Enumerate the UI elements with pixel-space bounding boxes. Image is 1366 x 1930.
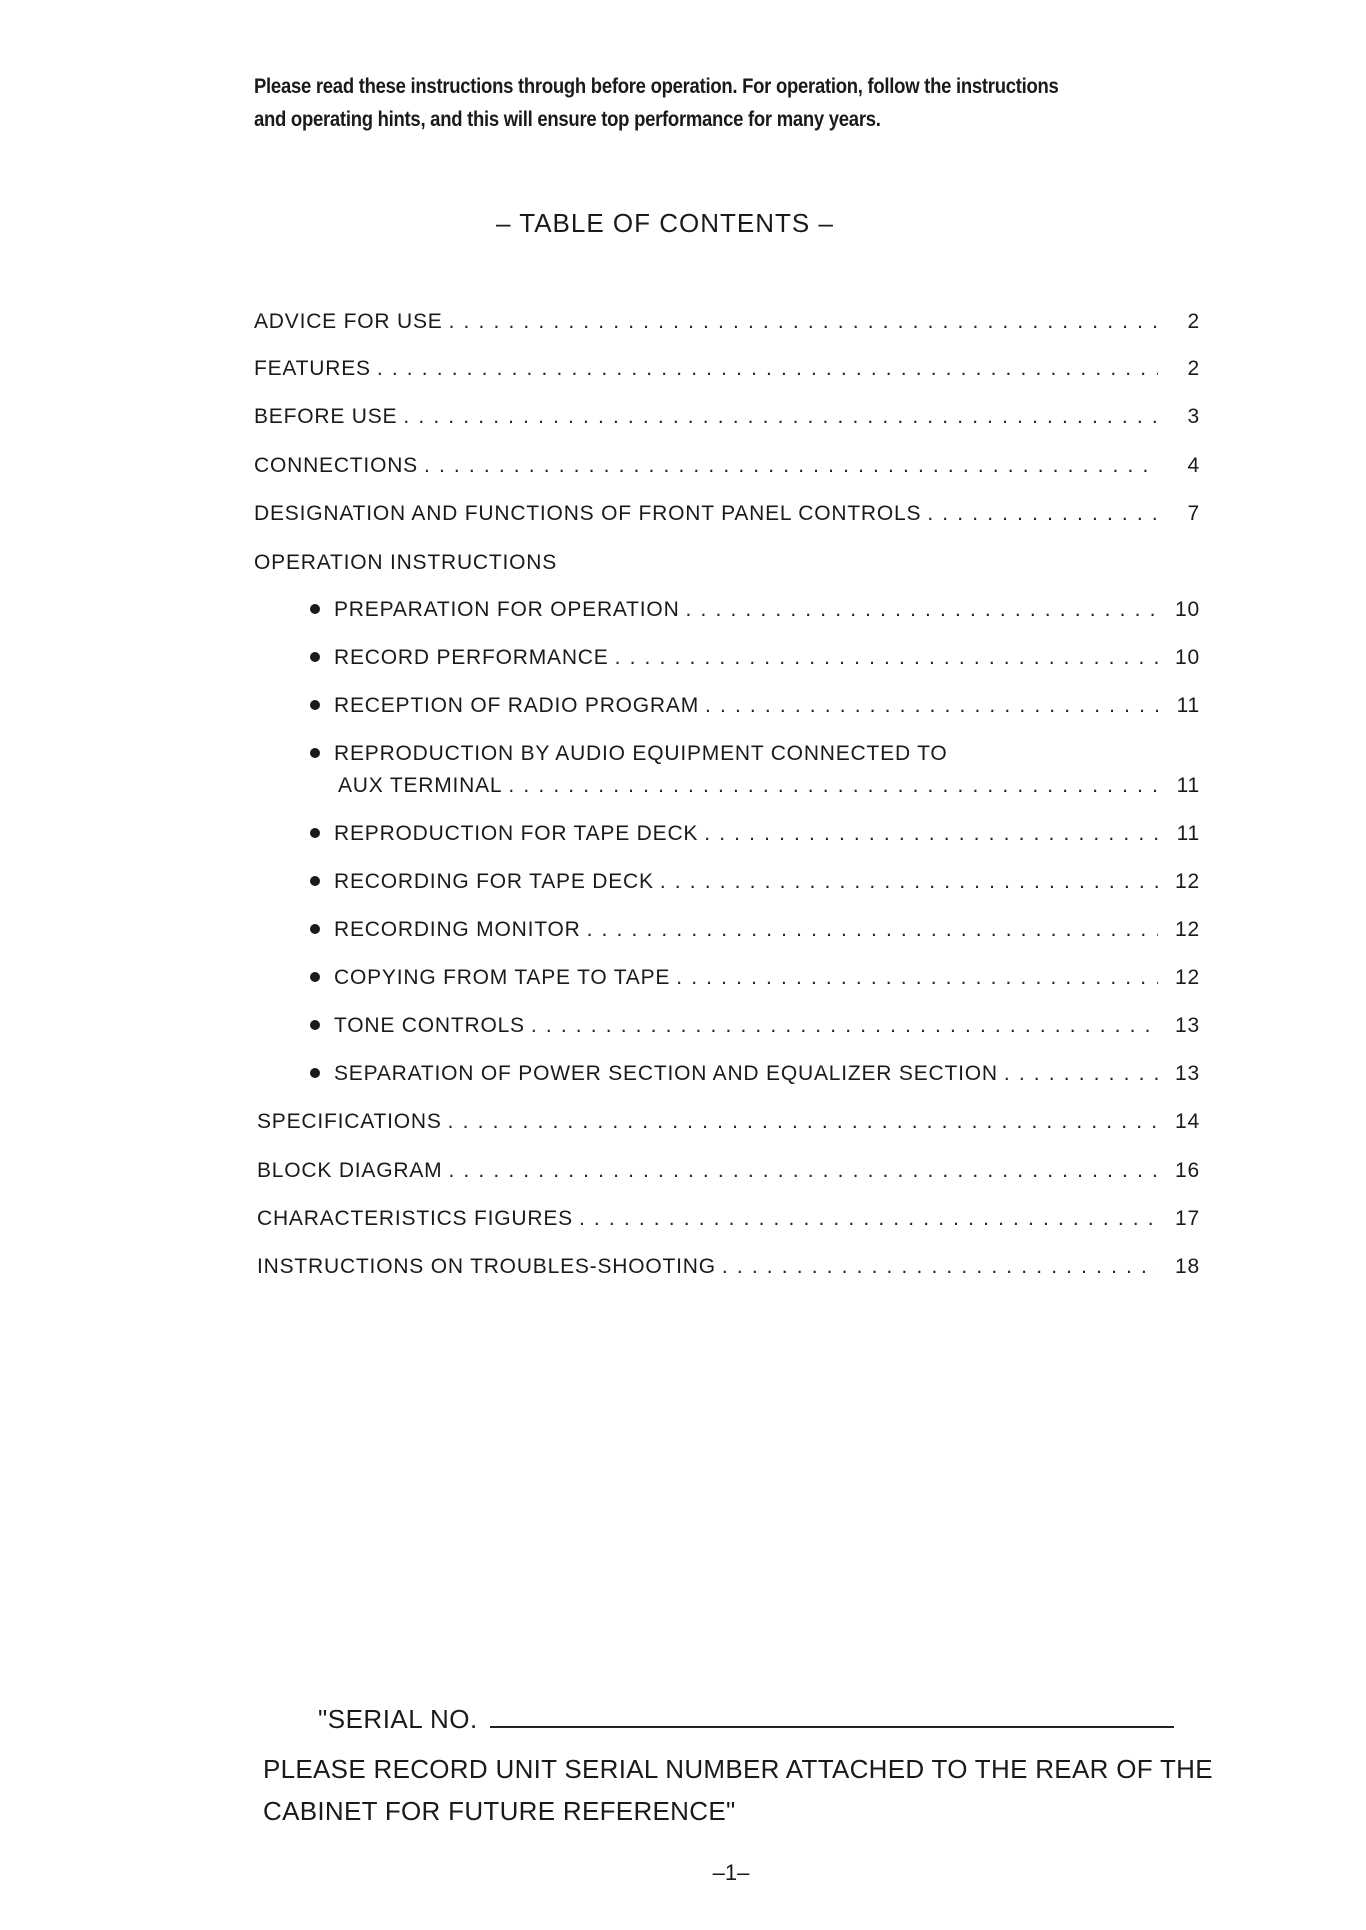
toc-entry-page: 2 (1187, 357, 1200, 380)
toc-entry-label: BEFORE USE (254, 405, 398, 428)
leader-dots (448, 1159, 1158, 1183)
bullet-icon (310, 652, 320, 662)
toc-subentry-page: 13 (1175, 1014, 1200, 1037)
leader-dots (579, 1207, 1158, 1231)
serial-note-line-1: PLEASE RECORD UNIT SERIAL NUMBER ATTACHED TO THE REAR OF THE (263, 1754, 1213, 1784)
toc-entry-page: 14 (1175, 1110, 1200, 1133)
bullet-icon (310, 876, 320, 886)
intro-paragraph (254, 70, 1064, 136)
toc-subentry-label: REPRODUCTION FOR TAPE DECK (310, 822, 698, 846)
bullet-icon (310, 604, 320, 614)
leader-dots (449, 310, 1158, 334)
toc-entry-page: 16 (1175, 1159, 1200, 1182)
bullet-icon (310, 972, 320, 982)
toc-entry-page: 7 (1187, 502, 1200, 525)
toc-entry[interactable] (254, 405, 1200, 435)
toc-subentry-label: COPYING FROM TAPE TO TAPE (310, 966, 670, 990)
intro-line-2: and operating hints, and this will ensure top performance for many years. (254, 108, 881, 131)
toc-subentry[interactable] (310, 598, 1200, 628)
toc-subentry-page: 10 (1175, 646, 1200, 669)
leader-dots (927, 502, 1158, 526)
toc-entry-label: CHARACTERISTICS FIGURES (257, 1207, 573, 1230)
toc-entry[interactable] (257, 1207, 1200, 1237)
leader-dots (686, 598, 1158, 622)
toc-entry-page: 4 (1187, 454, 1200, 477)
toc-title: – TABLE OF CONTENTS – (496, 208, 834, 238)
bullet-icon (310, 828, 320, 838)
toc-subentry-label: RECORDING MONITOR (310, 918, 581, 942)
toc-entry-label: CONNECTIONS (254, 454, 418, 477)
serial-blank-line[interactable] (490, 1706, 1174, 1728)
toc-entry-label: FEATURES (254, 357, 371, 380)
toc-subentry[interactable] (310, 646, 1200, 676)
toc-subentry[interactable] (310, 918, 1200, 948)
leader-dots (660, 870, 1158, 894)
toc-entry-label: DESIGNATION AND FUNCTIONS OF FRONT PANEL CONTROLS (254, 502, 922, 525)
leader-dots (377, 357, 1158, 381)
toc-subentry[interactable] (338, 774, 1200, 804)
toc-entry[interactable] (257, 1159, 1200, 1189)
leader-dots (448, 1110, 1158, 1134)
toc-subentry-page: 12 (1175, 918, 1200, 941)
toc-subentry-page: 10 (1175, 598, 1200, 621)
toc-subentry-label: SEPARATION OF POWER SECTION AND EQUALIZER SECTION (310, 1062, 998, 1086)
leader-dots (615, 646, 1158, 670)
serial-label: "SERIAL NO. (318, 1704, 478, 1734)
toc-entry[interactable] (254, 454, 1200, 484)
toc-subentry-label-line1: REPRODUCTION BY AUDIO EQUIPMENT CONNECTED TO (310, 742, 948, 766)
toc-subentry-label: PREPARATION FOR OPERATION (310, 598, 680, 622)
toc-entry-page: 2 (1187, 310, 1200, 333)
toc-subentry[interactable] (310, 694, 1200, 724)
leader-dots (508, 774, 1158, 798)
intro-line-1: Please read these instructions through before operation. For operation, follow the instructions (254, 75, 1059, 98)
leader-dots (704, 822, 1158, 846)
bullet-icon (310, 1068, 320, 1078)
toc-subentry-label: TONE CONTROLS (310, 1014, 525, 1038)
toc-entry[interactable] (257, 1255, 1200, 1285)
toc-subentry[interactable] (310, 1062, 1200, 1092)
leader-dots (424, 454, 1158, 478)
toc-subentry-page: 11 (1176, 774, 1200, 797)
toc-entry-label: BLOCK DIAGRAM (257, 1159, 443, 1182)
leader-dots (531, 1014, 1158, 1038)
leader-dots (722, 1255, 1158, 1279)
toc-subentry-label: AUX TERMINAL (338, 774, 503, 797)
toc-entry[interactable] (257, 1110, 1200, 1140)
toc-subentry-page: 12 (1175, 966, 1200, 989)
toc-entry[interactable] (254, 502, 1200, 532)
toc-subentry-page: 11 (1176, 822, 1200, 845)
toc-entry[interactable] (254, 310, 1200, 340)
toc-subentry-label: RECEPTION OF RADIO PROGRAM (310, 694, 699, 718)
page-number: –1– (712, 1860, 750, 1885)
toc-entry-page: 17 (1175, 1207, 1200, 1230)
toc-subentry-label: RECORDING FOR TAPE DECK (310, 870, 654, 894)
toc-subentry[interactable] (310, 1014, 1200, 1044)
toc-entry-label: INSTRUCTIONS ON TROUBLES-SHOOTING (257, 1255, 716, 1278)
toc-subentry-page: 13 (1175, 1062, 1200, 1085)
toc-entry-label: SPECIFICATIONS (257, 1110, 442, 1133)
serial-note-line-2: CABINET FOR FUTURE REFERENCE" (263, 1796, 736, 1826)
toc-subentry[interactable] (310, 822, 1200, 852)
leader-dots (1004, 1062, 1158, 1086)
toc-subentry-page: 12 (1175, 870, 1200, 893)
toc-subentry-label: RECORD PERFORMANCE (310, 646, 609, 670)
bullet-icon (310, 748, 320, 758)
bullet-icon (310, 1020, 320, 1030)
bullet-icon (310, 700, 320, 710)
leader-dots (705, 694, 1158, 718)
serial-note (263, 1748, 1243, 1832)
toc-entry-page: 18 (1175, 1255, 1200, 1278)
serial-number-field[interactable] (318, 1704, 1174, 1735)
leader-dots (587, 918, 1158, 942)
toc-subentry[interactable] (310, 966, 1200, 996)
leader-dots (676, 966, 1158, 990)
toc-entry[interactable] (254, 357, 1200, 387)
toc-subentry[interactable] (310, 870, 1200, 900)
toc-entry-label: ADVICE FOR USE (254, 310, 443, 333)
operation-heading: OPERATION INSTRUCTIONS (254, 551, 558, 574)
toc-entry-page: 3 (1187, 405, 1200, 428)
bullet-icon (310, 924, 320, 934)
leader-dots (403, 405, 1158, 429)
toc-subentry-page: 11 (1176, 694, 1200, 717)
